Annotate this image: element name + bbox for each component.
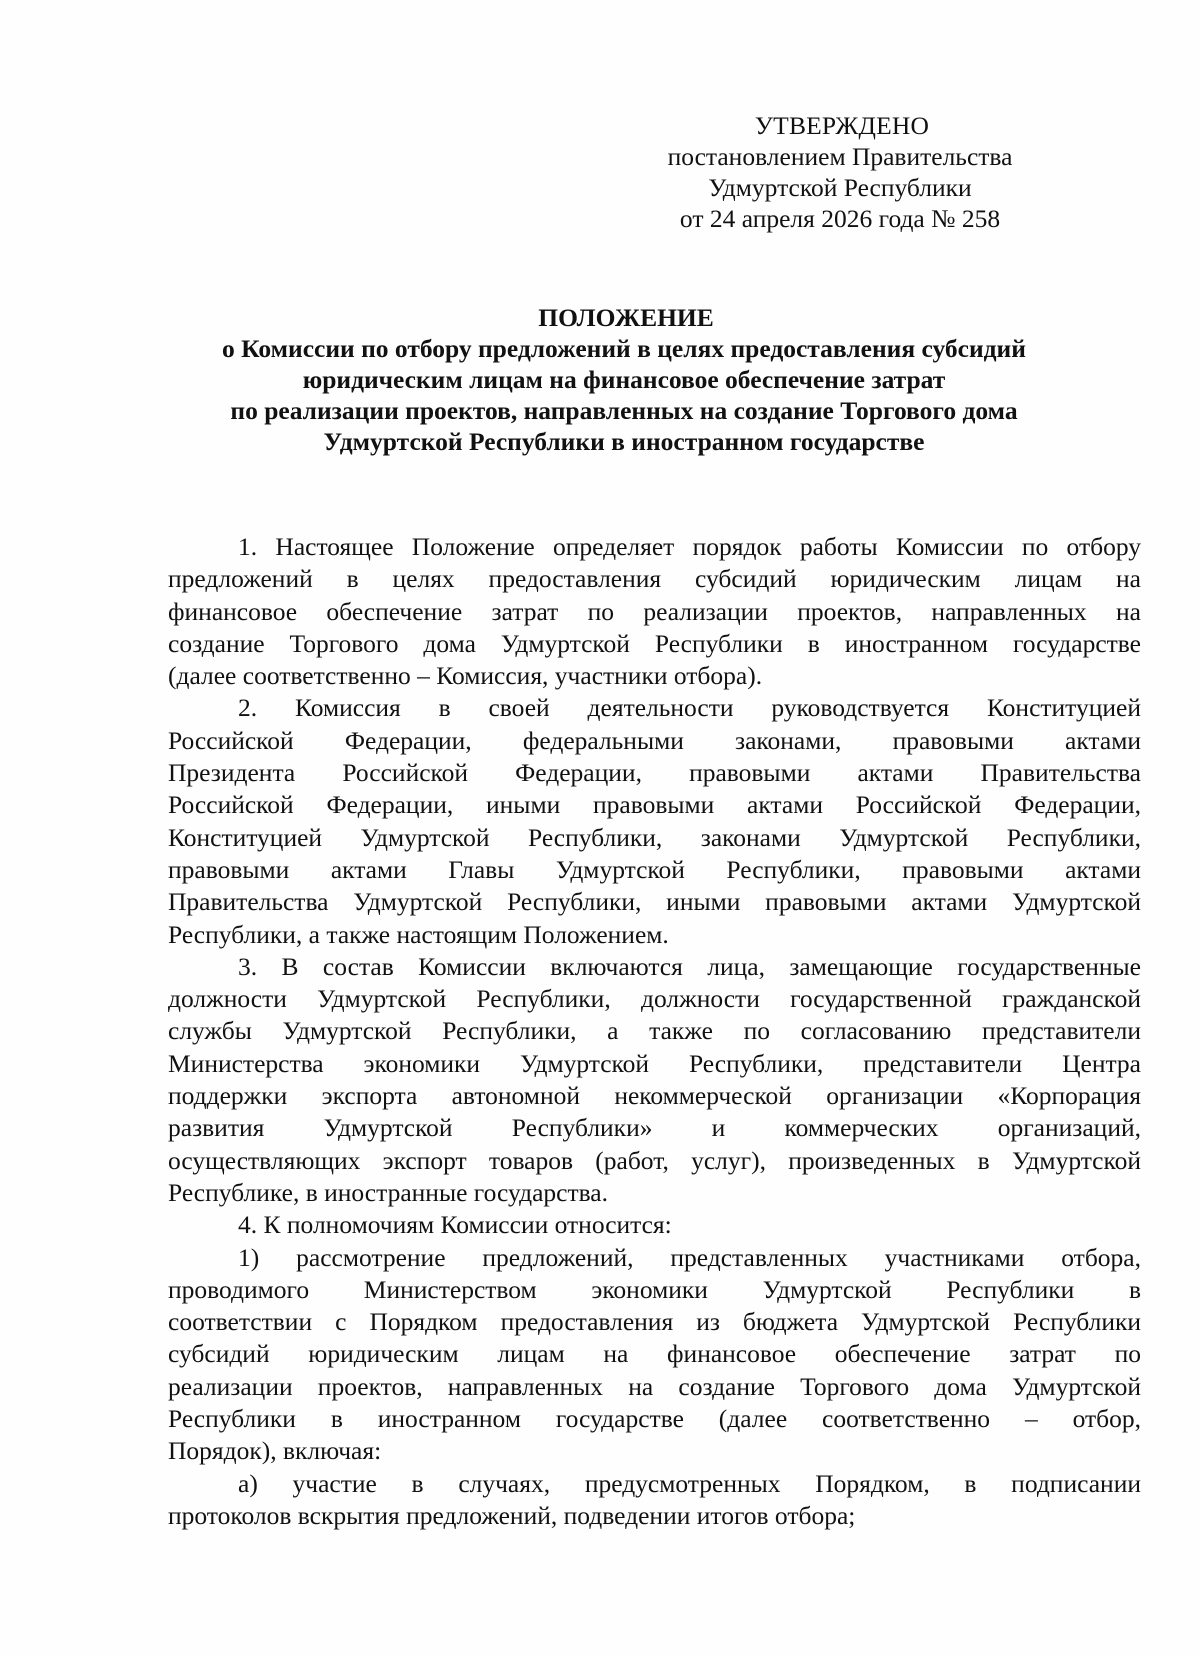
paragraph-line: 3. В состав Комиссии включаются лица, замещающие государственные bbox=[238, 951, 1141, 981]
approval-line-decree: постановлением Правительства bbox=[667, 142, 1013, 171]
paragraph-line: правовыми актами Главы Удмуртской Республики, правовыми актами bbox=[168, 854, 1141, 884]
paragraph bbox=[168, 531, 1141, 692]
paragraph bbox=[168, 1209, 1141, 1241]
paragraph-line: 1. Настоящее Положение определяет порядок работы Комиссии по отбору bbox=[238, 532, 1141, 561]
paragraph-line: службы Удмуртской Республики, а также по согласованию представители bbox=[168, 1016, 1141, 1046]
paragraph-line: субсидий юридическим лицам на финансовое обеспечение затрат по bbox=[168, 1339, 1141, 1369]
paragraph bbox=[168, 951, 1141, 1209]
approved-label: УТВЕРЖДЕНО bbox=[754, 111, 930, 140]
paragraph bbox=[168, 1468, 1141, 1533]
paragraph-line: Республике, в иностранные государства. bbox=[168, 1177, 608, 1207]
paragraph-line: проводимого Министерством экономики Удмуртской Республики в bbox=[168, 1274, 1141, 1304]
paragraph bbox=[168, 1242, 1141, 1468]
paragraph-line: Российской Федерации, иными правовыми актами Российской Федерации, bbox=[168, 790, 1141, 820]
paragraph-line: предложений в целях предоставления субсидий юридическим лицам на bbox=[168, 564, 1141, 594]
document-subtitle-line: Удмуртской Республики в иностранном государстве bbox=[323, 427, 925, 456]
paragraph-line: осуществляющих экспорт товаров (работ, услуг), произведенных в Удмуртской bbox=[168, 1145, 1141, 1175]
paragraph-line: 1) рассмотрение предложений, представленных участниками отбора, bbox=[238, 1242, 1141, 1272]
paragraph-line: Российской Федерации, федеральными законами, правовыми актами bbox=[168, 725, 1141, 755]
document-subtitle-line: по реализации проектов, направленных на создание Торгового дома bbox=[230, 396, 1018, 425]
paragraph-line: (далее соответственно – Комиссия, участники отбора). bbox=[168, 661, 763, 691]
paragraph-line: 4. К полномочиям Комиссии относится: bbox=[238, 1210, 672, 1240]
paragraph-line: Республики, а также настоящим Положением. bbox=[168, 919, 669, 949]
document-subtitle-line: юридическим лицам на финансовое обеспечение затрат bbox=[302, 365, 946, 394]
paragraph-line: создание Торгового дома Удмуртской Республики в иностранном государстве bbox=[168, 628, 1141, 658]
document-title: ПОЛОЖЕНИЕ bbox=[538, 303, 714, 332]
document-body bbox=[168, 531, 1141, 1532]
paragraph-line: финансовое обеспечение затрат по реализации проектов, направленных на bbox=[168, 596, 1141, 626]
paragraph-line: Конституцией Удмуртской Республики, законами Удмуртской Республики, bbox=[168, 822, 1141, 852]
paragraph-line: поддержки экспорта автономной некоммерческой организации «Корпорация bbox=[168, 1081, 1141, 1111]
paragraph-line: Президента Российской Федерации, правовыми актами Правительства bbox=[168, 758, 1141, 788]
approval-stamp-block bbox=[630, 110, 1050, 234]
paragraph-line: протоколов вскрытия предложений, подведении итогов отбора; bbox=[168, 1500, 856, 1530]
paragraph-line: Республики в иностранном государстве (далее соответственно – отбор, bbox=[168, 1404, 1141, 1434]
paragraph-line: Правительства Удмуртской Республики, иными правовыми актами Удмуртской bbox=[168, 887, 1141, 917]
approval-line-republic: Удмуртской Республики bbox=[708, 173, 972, 202]
paragraph-line: 2. Комиссия в своей деятельности руководствуется Конституцией bbox=[238, 693, 1141, 723]
paragraph-line: должности Удмуртской Республики, должности государственной гражданской bbox=[168, 984, 1141, 1014]
paragraph-line: реализации проектов, направленных на создание Торгового дома Удмуртской bbox=[168, 1371, 1141, 1401]
paragraph bbox=[168, 692, 1141, 950]
document-title-block bbox=[150, 302, 1098, 457]
approval-line-date-number: от 24 апреля 2026 года № 258 bbox=[679, 204, 1001, 233]
paragraph-line: а) участие в случаях, предусмотренных Порядком, в подписании bbox=[238, 1468, 1141, 1498]
paragraph-line: Порядок), включая: bbox=[168, 1436, 382, 1466]
paragraph-line: Министерства экономики Удмуртской Республики, представители Центра bbox=[168, 1048, 1141, 1078]
document-subtitle-line: о Комиссии по отбору предложений в целях предоставления субсидий bbox=[222, 334, 1026, 363]
paragraph-line: соответствии с Порядком предоставления из бюджета Удмуртской Республики bbox=[168, 1307, 1141, 1337]
paragraph-line: развития Удмуртской Республики» и коммерческих организаций, bbox=[168, 1113, 1141, 1143]
